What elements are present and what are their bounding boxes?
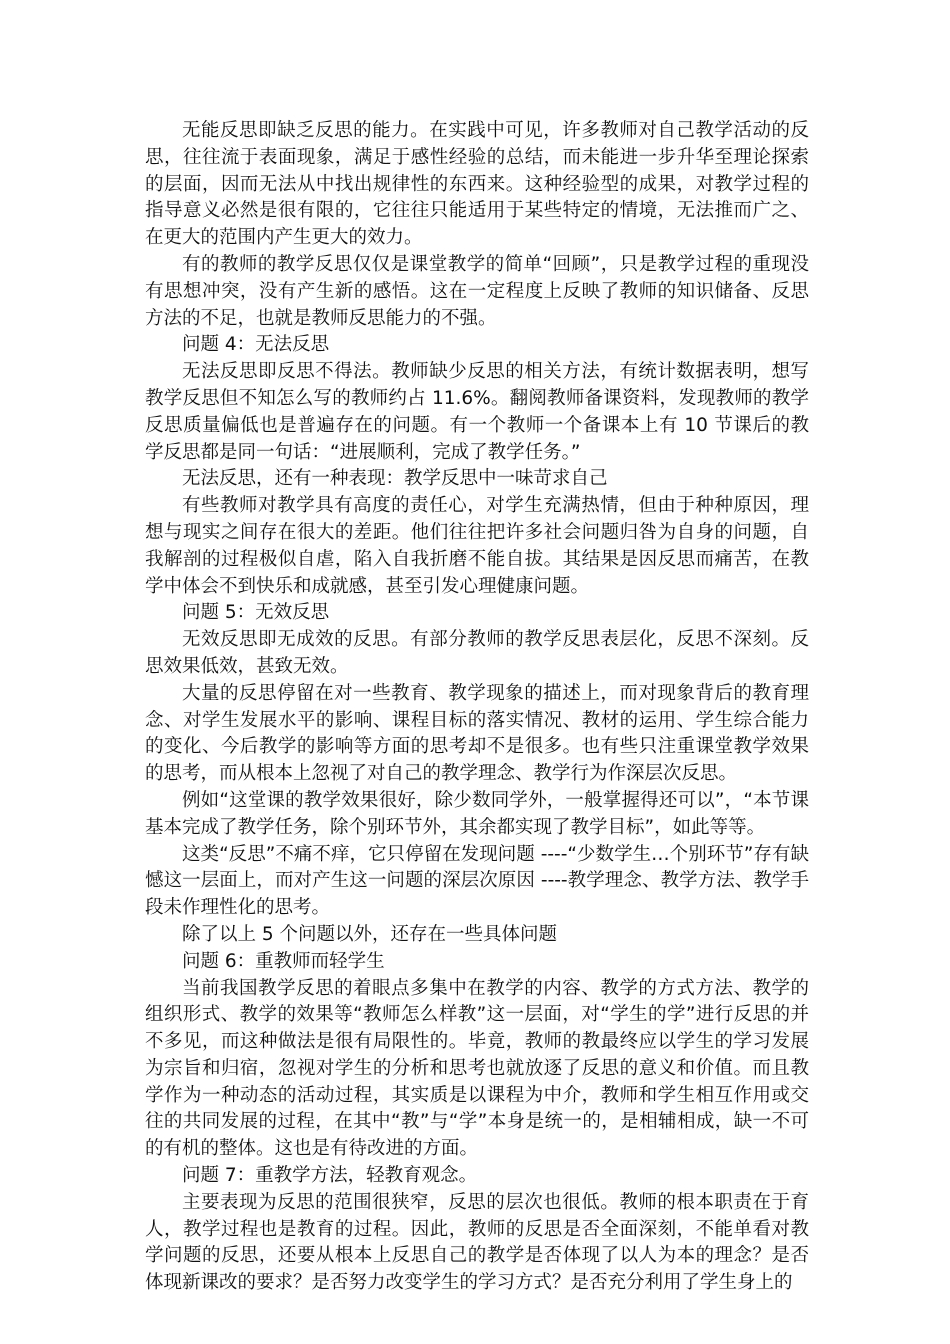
paragraph: 当前我国教学反思的着眼点多集中在教学的内容、教学的方式方法、教学的组织形式、教学的效果等“教师怎么样教”这一层面，对“学生的学”进行反思的并不多见，而这种做法是很有局限性的。毕竟，教师的教最终应以学生的学习发展为宗旨和归宿，忽视对学生的分析和思考也就放逐了反思的意义和价值。而且教学作为一种动态的活动过程，其实质是以课程为中介，教师和学生相互作用或交往的共同发展的过程，在其中“教”与“学”本身是统一的，是相辅相成，缺一不可的有机的整体。这也是有待改进的方面。 bbox=[145, 977, 809, 1160]
section-heading: 问题 7：重教学方法，轻教育观念。 bbox=[182, 1165, 478, 1187]
paragraph: 有些教师对教学具有高度的责任心，对学生充满热情，但由于种种原因，理想与现实之间存在很大的差距。他们往往把许多社会问题归咎为自身的问题，自我解剖的过程极似自虐，陷入自我折磨不能自拔。其结果是因反思而痛苦，在教学中体会不到快乐和成就感，甚至引发心理健康问题。 bbox=[145, 495, 809, 597]
paragraph: 无法反思，还有一种表现：教学反思中一味苛求自己 bbox=[182, 468, 608, 490]
paragraph: 无法反思即反思不得法。教师缺少反思的相关方法，有统计数据表明，想写教学反思但不知怎么写的教师约占 11.6%。翻阅教师备课资料，发现教师的教学反思质量偏低也是普遍存在的问题。有一个教师一个备课本上有 10 节课后的教学反思都是同一句话：“进展顺利，完成了教学任务。” bbox=[145, 361, 809, 463]
paragraph: 例如“这堂课的教学效果很好，除少数同学外，一般掌握得还可以”，“本节课基本完成了教学任务，除个别环节外，其余都实现了教学目标”，如此等等。 bbox=[145, 789, 809, 838]
section-heading: 问题 5：无效反思 bbox=[182, 602, 330, 624]
section-heading: 问题 6：重教师而轻学生 bbox=[182, 950, 385, 972]
paragraph: 这类“反思”不痛不痒，它只停留在发现问题 ----“少数学生…个别环节”存有缺憾这一层面上，而对产生这一问题的深层次原因 ----教学理念、教学方法、教学手段未作理性化的思考。 bbox=[145, 843, 809, 919]
paragraph: 主要表现为反思的范围很狭窄，反思的层次也很低。教师的根本职责在于育人，教学过程也是教育的过程。因此，教师的反思是否全面深刻，不能单看对教学问题的反思，还要从根本上反思自己的教学是否体现了以人为本的理念？是否体现新课改的要求？是否努力改变学生的学习方式？是否充分利用了学生身上的 bbox=[145, 1191, 809, 1294]
document-body bbox=[145, 118, 809, 1297]
paragraph: 无能反思即缺乏反思的能力。在实践中可见，许多教师对自己教学活动的反思，往往流于表面现象，满足于感性经验的总结，而未能进一步升华至理论探索的层面，因而无法从中找出规律性的东西来。这种经验型的成果，对教学过程的指导意义必然是很有限的，它往往只能适用于某些特定的情境，无法推而广之、在更大的范围内产生更大的效力。 bbox=[145, 120, 809, 249]
paragraph: 除了以上 5 个问题以外，还存在一些具体问题 bbox=[182, 923, 558, 945]
paragraph: 有的教师的教学反思仅仅是课堂教学的简单“回顾”，只是教学过程的重现没有思想冲突，没有产生新的感悟。这在一定程度上反映了教师的知识储备、反思方法的不足，也就是教师反思能力的不强。 bbox=[145, 253, 809, 329]
paragraph: 无效反思即无成效的反思。有部分教师的教学反思表层化，反思不深刻。反思效果低效，甚致无效。 bbox=[145, 629, 809, 677]
paragraph: 大量的反思停留在对一些教育、教学现象的描述上，而对现象背后的教育理念、对学生发展水平的影响、课程目标的落实情况、教材的运用、学生综合能力的变化、今后教学的影响等方面的思考却不是很多。也有些只注重课堂教学效果的思考，而从根本上忽视了对自己的教学理念、教学行为作深层次反思。 bbox=[145, 682, 809, 785]
section-heading: 问题 4：无法反思 bbox=[182, 334, 330, 356]
